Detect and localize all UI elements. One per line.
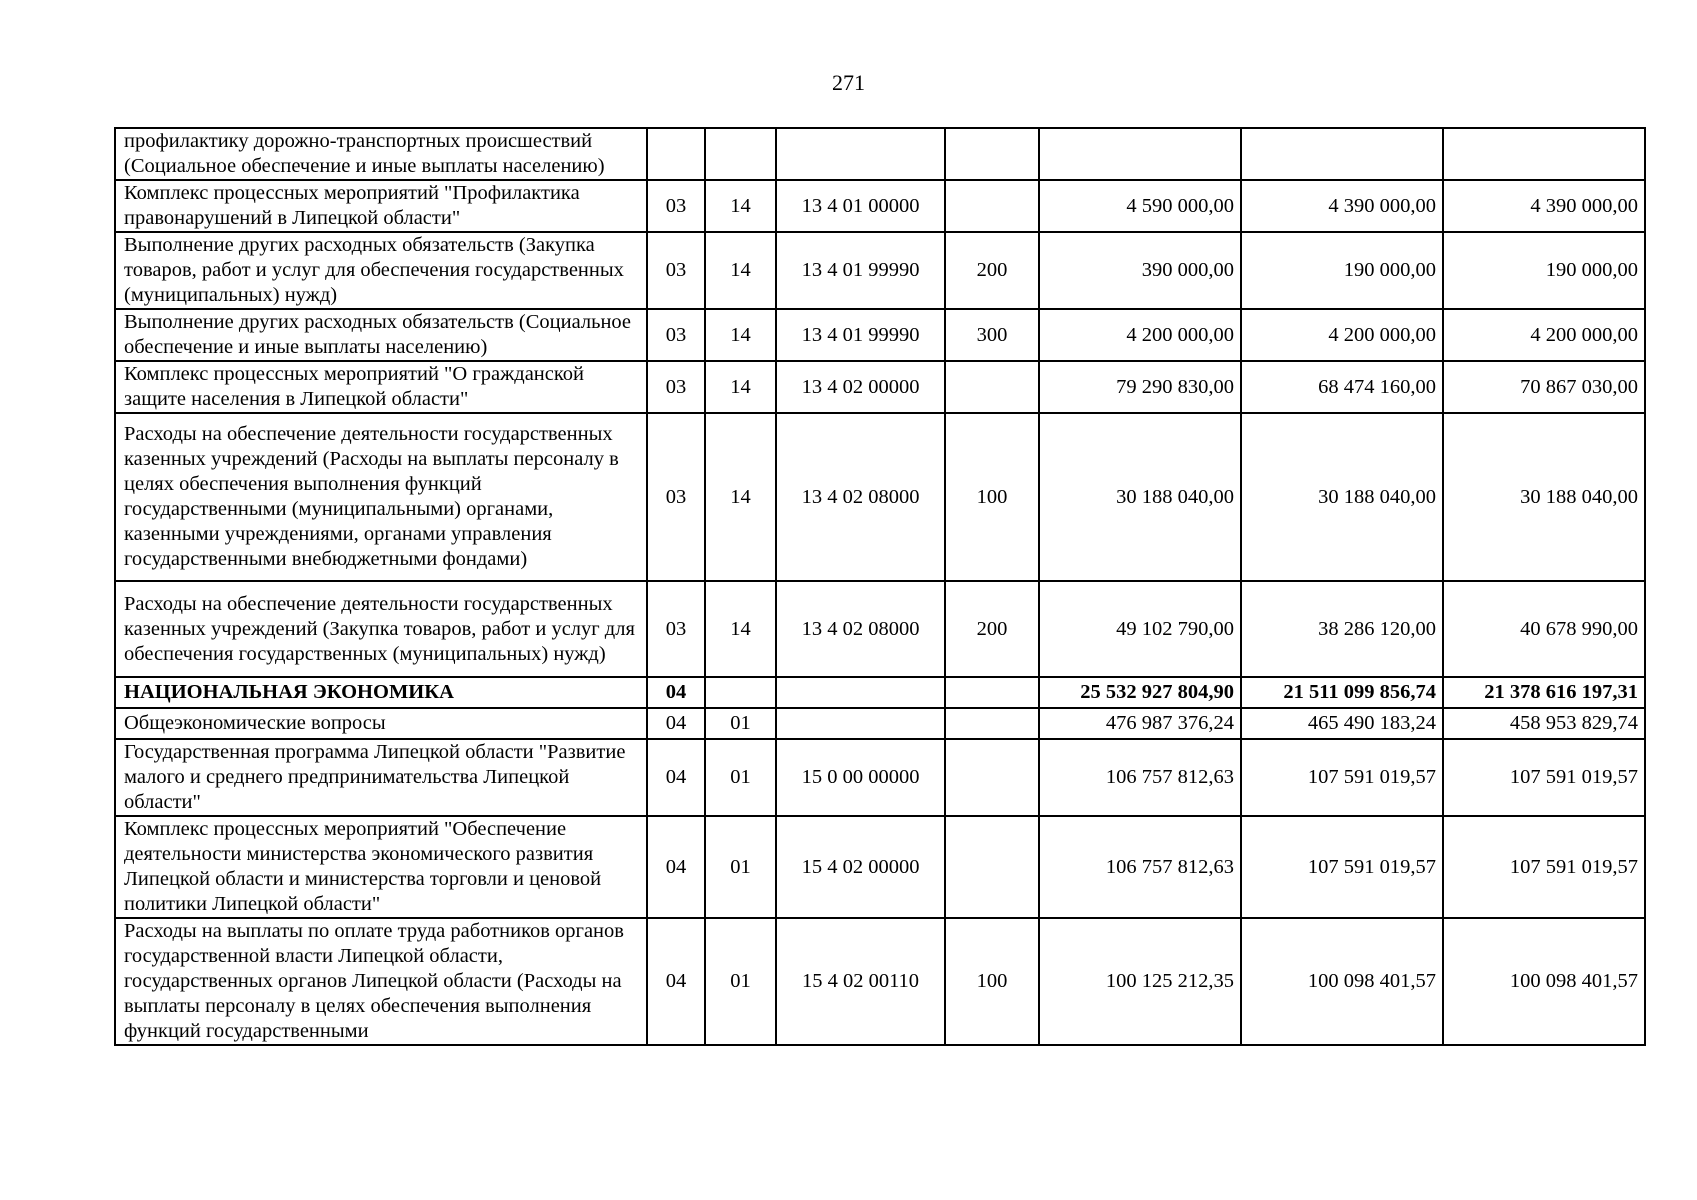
section-code-cell: 04 <box>647 918 705 1045</box>
section-code-cell: 04 <box>647 816 705 918</box>
amount-year-3-cell: 107 591 019,57 <box>1443 816 1645 918</box>
subsection-code-cell <box>705 677 776 708</box>
target-article-cell: 13 4 01 99990 <box>776 309 945 361</box>
amount-year-1-cell: 106 757 812,63 <box>1039 739 1241 816</box>
table-row <box>115 361 1645 413</box>
section-code-cell: 03 <box>647 180 705 232</box>
amount-year-2-cell: 107 591 019,57 <box>1241 739 1443 816</box>
subsection-code-cell: 01 <box>705 739 776 816</box>
amount-year-1-cell: 476 987 376,24 <box>1039 708 1241 739</box>
amount-year-3-cell: 4 200 000,00 <box>1443 309 1645 361</box>
expense-name-cell: Расходы на обеспечение деятельности государственных казенных учреждений (Расходы на выплаты персоналу в целях обеспечения выполнения функций государственными (муниципальными) органами, казенными учреждениями, органами управления государственными внебюджетными фондами) <box>115 413 647 581</box>
expense-type-cell: 100 <box>945 413 1039 581</box>
budget-table <box>114 127 1646 1046</box>
expense-type-cell <box>945 128 1039 180</box>
target-article-cell <box>776 677 945 708</box>
expense-name-cell: Выполнение других расходных обязательств (Социальное обеспечение и иные выплаты населению) <box>115 309 647 361</box>
amount-year-2-cell: 4 200 000,00 <box>1241 309 1443 361</box>
expense-name-cell: Комплекс процессных мероприятий "Обеспечение деятельности министерства экономического развития Липецкой области и министерства торговли и ценовой политики Липецкой области" <box>115 816 647 918</box>
expense-type-cell: 100 <box>945 918 1039 1045</box>
page-number: 271 <box>832 70 865 95</box>
expense-name-cell: Выполнение других расходных обязательств (Закупка товаров, работ и услуг для обеспечения государственных (муниципальных) нужд) <box>115 232 647 309</box>
section-code-cell: 03 <box>647 232 705 309</box>
expense-type-cell <box>945 708 1039 739</box>
amount-year-2-cell: 107 591 019,57 <box>1241 816 1443 918</box>
subsection-code-cell: 14 <box>705 413 776 581</box>
section-code-cell: 03 <box>647 361 705 413</box>
amount-year-3-cell <box>1443 128 1645 180</box>
subsection-code-cell: 14 <box>705 581 776 677</box>
target-article-cell: 13 4 02 08000 <box>776 581 945 677</box>
section-code-cell: 03 <box>647 309 705 361</box>
amount-year-2-cell: 21 511 099 856,74 <box>1241 677 1443 708</box>
table-row <box>115 816 1645 918</box>
amount-year-1-cell: 100 125 212,35 <box>1039 918 1241 1045</box>
target-article-cell <box>776 708 945 739</box>
subsection-code-cell: 14 <box>705 180 776 232</box>
amount-year-3-cell: 107 591 019,57 <box>1443 739 1645 816</box>
expense-type-cell: 200 <box>945 581 1039 677</box>
table-row <box>115 677 1645 708</box>
expense-name-cell: Государственная программа Липецкой области "Развитие малого и среднего предпринимательства Липецкой области" <box>115 739 647 816</box>
expense-name-cell: Комплекс процессных мероприятий "Профилактика правонарушений в Липецкой области" <box>115 180 647 232</box>
amount-year-3-cell: 4 390 000,00 <box>1443 180 1645 232</box>
amount-year-3-cell: 30 188 040,00 <box>1443 413 1645 581</box>
table-row <box>115 180 1645 232</box>
expense-type-cell: 200 <box>945 232 1039 309</box>
amount-year-2-cell: 38 286 120,00 <box>1241 581 1443 677</box>
subsection-code-cell: 14 <box>705 361 776 413</box>
expense-type-cell: 300 <box>945 309 1039 361</box>
section-code-cell: 04 <box>647 708 705 739</box>
amount-year-1-cell: 4 590 000,00 <box>1039 180 1241 232</box>
amount-year-1-cell: 30 188 040,00 <box>1039 413 1241 581</box>
expense-type-cell <box>945 739 1039 816</box>
amount-year-3-cell: 100 098 401,57 <box>1443 918 1645 1045</box>
expense-name-cell: Комплекс процессных мероприятий "О гражданской защите населения в Липецкой области" <box>115 361 647 413</box>
table-row <box>115 739 1645 816</box>
section-code-cell <box>647 128 705 180</box>
amount-year-3-cell: 40 678 990,00 <box>1443 581 1645 677</box>
expense-name-cell: Расходы на обеспечение деятельности государственных казенных учреждений (Закупка товаров, работ и услуг для обеспечения государственных (муниципальных) нужд) <box>115 581 647 677</box>
amount-year-3-cell: 21 378 616 197,31 <box>1443 677 1645 708</box>
table-body <box>115 128 1645 1045</box>
amount-year-2-cell: 190 000,00 <box>1241 232 1443 309</box>
target-article-cell: 15 4 02 00000 <box>776 816 945 918</box>
amount-year-2-cell <box>1241 128 1443 180</box>
amount-year-3-cell: 70 867 030,00 <box>1443 361 1645 413</box>
table-row <box>115 918 1645 1045</box>
target-article-cell: 13 4 02 00000 <box>776 361 945 413</box>
table-row <box>115 413 1645 581</box>
target-article-cell: 15 0 00 00000 <box>776 739 945 816</box>
subsection-code-cell <box>705 128 776 180</box>
section-code-cell: 03 <box>647 581 705 677</box>
expense-name-cell: профилактику дорожно-транспортных происшествий (Социальное обеспечение и иные выплаты населению) <box>115 128 647 180</box>
subsection-code-cell: 01 <box>705 708 776 739</box>
amount-year-2-cell: 465 490 183,24 <box>1241 708 1443 739</box>
target-article-cell: 13 4 01 00000 <box>776 180 945 232</box>
section-code-cell: 03 <box>647 413 705 581</box>
target-article-cell: 15 4 02 00110 <box>776 918 945 1045</box>
expense-name-cell: Расходы на выплаты по оплате труда работников органов государственной власти Липецкой области, государственных органов Липецкой области (Расходы на выплаты персоналу в целях обеспечения выполнения функций государственными <box>115 918 647 1045</box>
table-row <box>115 581 1645 677</box>
amount-year-2-cell: 30 188 040,00 <box>1241 413 1443 581</box>
table-row <box>115 232 1645 309</box>
expense-name-cell: НАЦИОНАЛЬНАЯ ЭКОНОМИКА <box>115 677 647 708</box>
amount-year-2-cell: 4 390 000,00 <box>1241 180 1443 232</box>
amount-year-2-cell: 100 098 401,57 <box>1241 918 1443 1045</box>
table-row <box>115 309 1645 361</box>
target-article-cell: 13 4 02 08000 <box>776 413 945 581</box>
subsection-code-cell: 01 <box>705 918 776 1045</box>
subsection-code-cell: 14 <box>705 232 776 309</box>
expense-type-cell <box>945 180 1039 232</box>
expense-type-cell <box>945 816 1039 918</box>
amount-year-1-cell: 106 757 812,63 <box>1039 816 1241 918</box>
subsection-code-cell: 14 <box>705 309 776 361</box>
amount-year-1-cell: 25 532 927 804,90 <box>1039 677 1241 708</box>
target-article-cell <box>776 128 945 180</box>
amount-year-1-cell: 390 000,00 <box>1039 232 1241 309</box>
amount-year-3-cell: 458 953 829,74 <box>1443 708 1645 739</box>
section-code-cell: 04 <box>647 739 705 816</box>
amount-year-2-cell: 68 474 160,00 <box>1241 361 1443 413</box>
amount-year-3-cell: 190 000,00 <box>1443 232 1645 309</box>
table-row <box>115 708 1645 739</box>
amount-year-1-cell: 79 290 830,00 <box>1039 361 1241 413</box>
target-article-cell: 13 4 01 99990 <box>776 232 945 309</box>
table-row <box>115 128 1645 180</box>
section-code-cell: 04 <box>647 677 705 708</box>
expense-type-cell <box>945 677 1039 708</box>
expense-name-cell: Общеэкономические вопросы <box>115 708 647 739</box>
expense-type-cell <box>945 361 1039 413</box>
amount-year-1-cell: 49 102 790,00 <box>1039 581 1241 677</box>
subsection-code-cell: 01 <box>705 816 776 918</box>
amount-year-1-cell <box>1039 128 1241 180</box>
amount-year-1-cell: 4 200 000,00 <box>1039 309 1241 361</box>
